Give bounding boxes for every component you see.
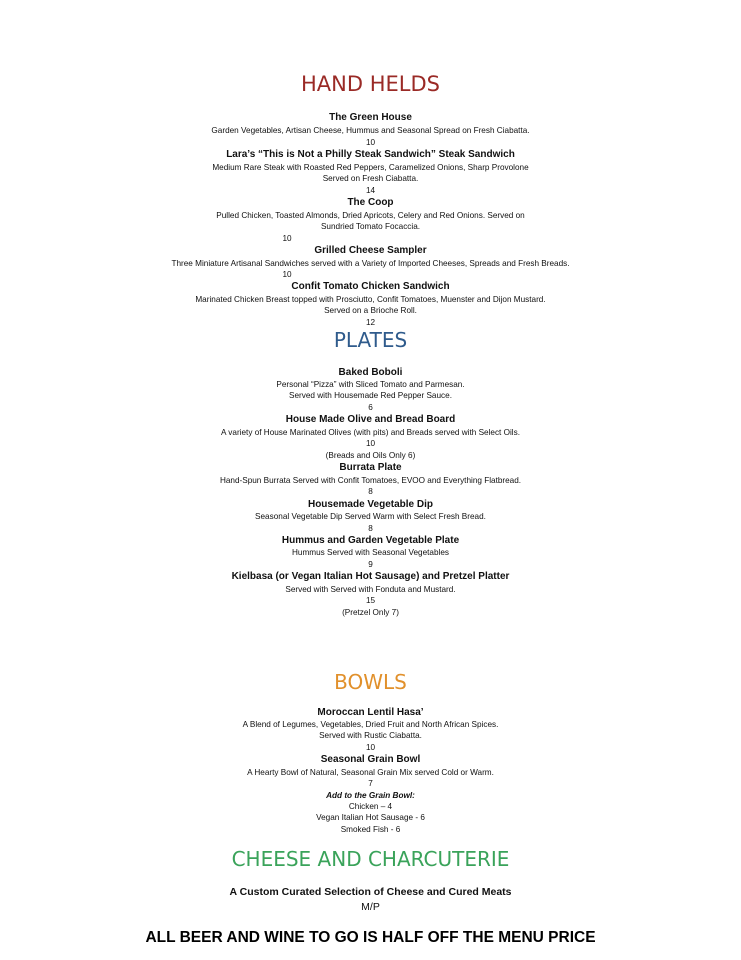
item-name: Baked Boboli [338, 367, 403, 378]
item-description: Sundried Tomato Focaccia. [320, 222, 421, 231]
item-name: A Custom Curated Selection of Cheese and Cured Meats [229, 886, 512, 898]
item-description: Medium Rare Steak with Roasted Red Peppers, Caramelized Onions, Sharp Provolone [212, 163, 529, 172]
item-name: The Green House [329, 112, 412, 123]
item-description: Three Miniature Artisanal Sandwiches served with a Variety of Imported Cheeses, Spreads and Fresh Breads. [171, 259, 570, 268]
item-price: 12 [365, 318, 376, 327]
item-description: A Hearty Bowl of Natural, Seasonal Grain Mix served Cold or Warm. [247, 768, 494, 777]
item-name: The Coop [347, 197, 394, 208]
item-description: Hand-Spun Burrata Served with Confit Tomatoes, EVOO and Everything Flatbread. [219, 476, 522, 485]
item-name: Lara’s “This is Not a Philly Steak Sandwich” Steak Sandwich [226, 149, 515, 160]
item-price: 14 [365, 186, 376, 195]
item-description: Served with Served with Fonduta and Mustard. [285, 585, 456, 594]
item-description: Hummus Served with Seasonal Vegetables [291, 548, 449, 557]
item-description: Served on Fresh Ciabatta. [322, 174, 419, 183]
item-price: M/P [361, 901, 380, 913]
item-price: 10 [365, 743, 376, 752]
item-description: Personal “Pizza” with Sliced Tomato and Parmesan. [276, 380, 465, 389]
item-description: Garden Vegetables, Artisan Cheese, Hummus and Seasonal Spread on Fresh Ciabatta. [211, 126, 530, 135]
item-name: Moroccan Lentil Hasa’ [317, 707, 424, 718]
item-name: Housemade Vegetable Dip [307, 499, 434, 510]
section-title-cheese-and-charcuterie: CHEESE AND CHARCUTERIE [231, 847, 510, 871]
item-description: A Blend of Legumes, Vegetables, Dried Fruit and North African Spices. [242, 720, 499, 729]
footer-notice: ALL BEER AND WINE TO GO IS HALF OFF THE MENU PRICE [145, 929, 596, 946]
item-name: Hummus and Garden Vegetable Plate [281, 535, 460, 546]
section-title-hand-helds: HAND HELDS [301, 72, 440, 96]
item-name: Kielbasa (or Vegan Italian Hot Sausage) and Pretzel Platter [231, 571, 510, 582]
item-description: Seasonal Vegetable Dip Served Warm with Select Fresh Bread. [255, 512, 486, 521]
item-note: (Pretzel Only 7) [342, 608, 399, 617]
item-description: Marinated Chicken Breast topped with Prosciutto, Confit Tomatoes, Muenster and Dijon Mustard. [195, 295, 546, 304]
item-name: Grilled Cheese Sampler [314, 245, 427, 256]
item-price: 10 [365, 138, 376, 147]
item-description: Served on a Brioche Roll. [324, 306, 417, 315]
item-price: 10 [282, 234, 292, 243]
item-price: 6 [368, 403, 373, 412]
section-title-plates: PLATES [333, 328, 408, 352]
item-price: 9 [368, 560, 373, 569]
item-description: A variety of House Marinated Olives (with pits) and Breads served with Select Oils. [221, 428, 520, 437]
item-note: (Breads and Oils Only 6) [325, 451, 416, 460]
item-description: Served with Housemade Red Pepper Sauce. [289, 391, 452, 400]
item-description: Pulled Chicken, Toasted Almonds, Dried Apricots, Celery and Red Onions. Served on [216, 211, 525, 220]
addon-title: Add to the Grain Bowl: [326, 791, 415, 800]
item-name: Confit Tomato Chicken Sandwich [291, 281, 450, 292]
item-price: 8 [368, 524, 373, 533]
item-price: 10 [282, 270, 292, 279]
item-price: 10 [365, 439, 376, 448]
item-name: House Made Olive and Bread Board [285, 414, 456, 425]
item-name: Burrata Plate [339, 462, 402, 473]
item-description: Served with Rustic Ciabatta. [319, 731, 422, 740]
item-price: 15 [365, 596, 376, 605]
addon-item: Smoked Fish - 6 [340, 825, 401, 834]
section-title-bowls: BOWLS [334, 670, 407, 694]
addon-item: Vegan Italian Hot Sausage - 6 [316, 813, 425, 822]
addon-item: Chicken – 4 [348, 802, 393, 811]
item-name: Seasonal Grain Bowl [320, 754, 421, 765]
item-price: 7 [368, 779, 373, 788]
item-price: 8 [368, 487, 373, 496]
